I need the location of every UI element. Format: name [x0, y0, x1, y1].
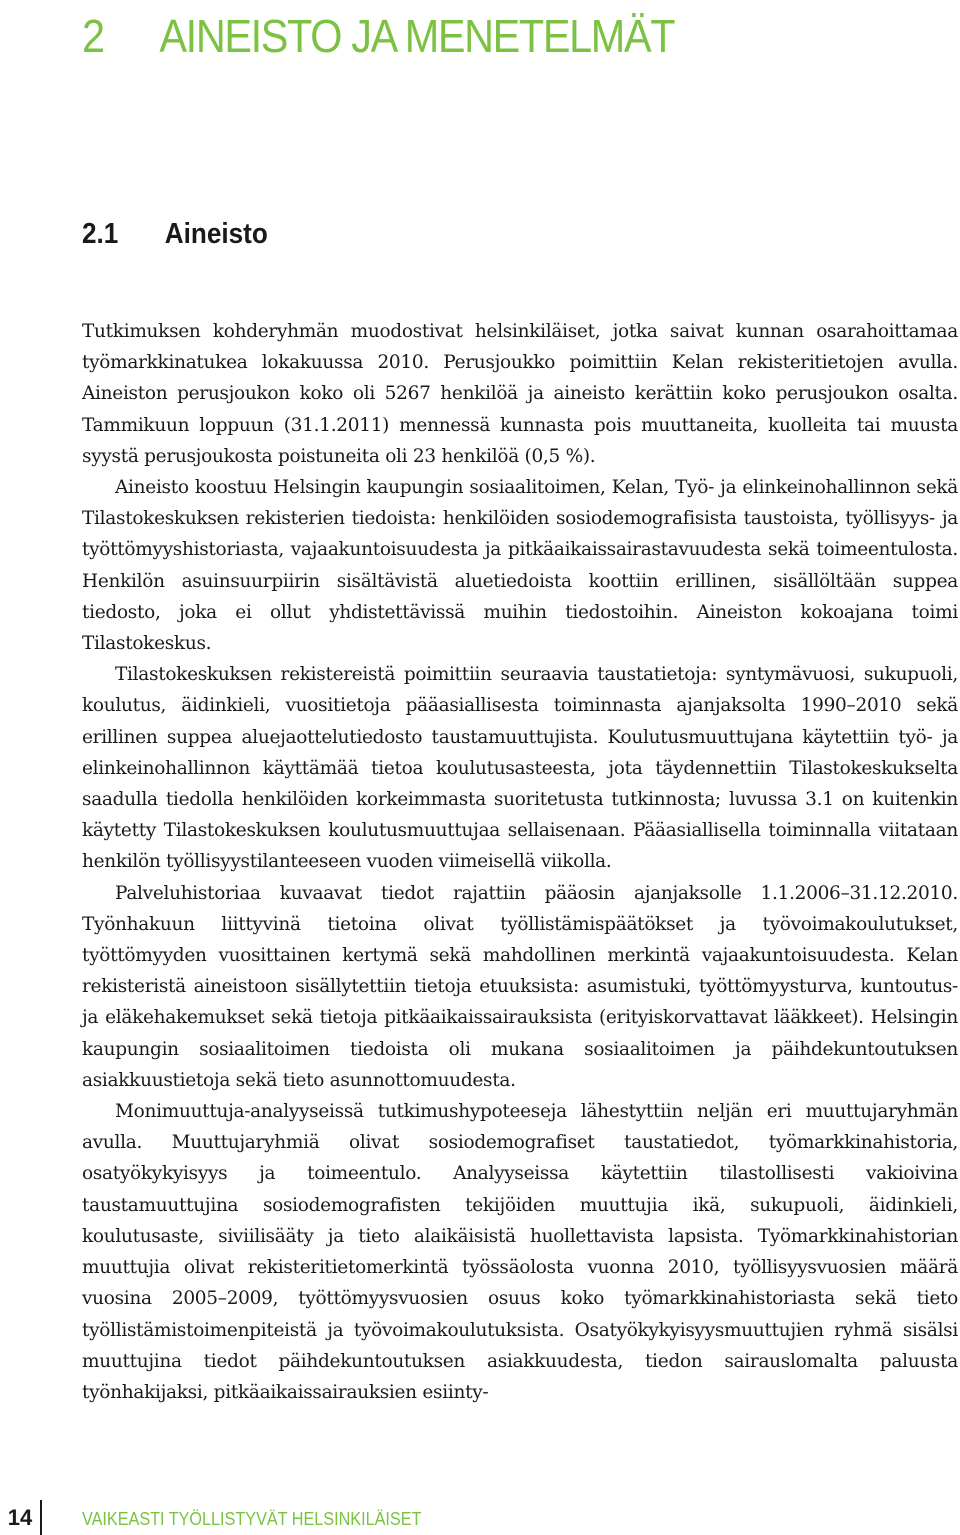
paragraph: Monimuuttuja-analyyseissä tutkimushypoteeseja lähestyttiin neljän eri muuttujaryhmän avulla. Muuttujaryhmiä olivat sosiodemografiset taustatiedot, työmarkkinahistoria, osatyökykyisyys ja toimeentulo. Analyyseissa käytettiin tilastollisesti vakioivina taustamuuttujina sosiodemografisten tekijöiden muuttujia ikä, sukupuoli, äidinkieli, koulutusaste, siviilisääty ja tieto alaikäisistä huollettavista lapsista. Työmarkkinahistorian muuttujia olivat rekisteritietomerkintä työssäolosta vuonna 2010, työllisyysvuosien määrä vuosina 2005–2009, työttömyysvuosien osuus koko työmarkkinahistoriasta sekä tieto työllistämistoimenpiteistä ja työvoimakoulutuksista. Osatyökykyisyysmuuttujien ryhmä sisälsi muuttujina tiedot päihdekuntoutuksen asiakkuudesta, tiedon sairauslomalta paluusta työnhakijaksi, pitkäaikaissairauksien esiinty-: [82, 1101, 958, 1403]
chapter-title: [82, 6, 674, 66]
body-text: [82, 316, 958, 1408]
paragraph: Palveluhistoriaa kuvaavat tiedot rajattiin pääosin ajanjaksolle 1.1.2006–31.12.2010. Työnhakuun liittyvinä tietoina olivat työllistämispäätökset ja työvoimakoulutukset, työttömyyden vuosittainen kertymä sekä mahdollinen merkintä vajaakuntoisuudesta. Kelan rekisteristä aineistoon sisällytettiin tietoja etuuksista: asumistuki, työttömyysturva, kuntoutus- ja eläkehakemukset sekä tietoja pitkäaikaissairauksista (erityiskorvattavat lääkkeet). Helsingin kaupungin sosiaalitoimen tiedoista oli mukana sosiaalitoimen ja päihdekuntoutuksen asiakkuustietoja sekä tieto asunnottomuudesta.: [82, 882, 958, 1091]
page-number: 14: [7, 1505, 33, 1530]
footer-divider: [40, 1500, 42, 1535]
chapter-title-text: AINEISTO JA MENETELMÄT: [159, 10, 675, 62]
section-title-text: Aineisto: [164, 218, 268, 250]
paragraph: Tilastokeskuksen rekistereistä poimittiin seuraavia taustatietoja: syntymävuosi, sukupuoli, koulutus, äidinkieli, vuositietoja pääasiallisesta toiminnasta ajanjaksolta 1990–2010 sekä erillinen suppea aluejaottelutiedosto taustamuuttujista. Koulutusmuuttujana käytettiin työ- ja elinkeinohallinnon käyttämää tietoa koulutusasteesta, jota täydennettiin Tilastokeskukselta saadulla tiedolla henkilöiden korkeimmasta suoritetusta tutkinnosta; luvussa 3.1 on kuitenkin käytetty Tilastokeskuksen koulutusmuuttujaa sellaisenaan. Pääasiallisella toiminnalla viitataan henkilön työllisyystilanteeseen vuoden viimeisellä viikolla.: [82, 664, 958, 873]
paragraph: Tutkimuksen kohderyhmän muodostivat helsinkiläiset, jotka saivat kunnan osarahoittamaa työmarkkinatukea lokakuussa 2010. Perusjoukko poimittiin Kelan rekisteritietojen avulla. Aineiston perusjoukon koko oli 5267 henkilöä ja aineisto kerättiin koko perusjoukon osalta. Tammikuun loppuun (31.1.2011) mennessä kunnasta pois muuttaneita, kuolleita tai muusta syystä perusjoukosta poistuneita oli 23 henkilöä (0,5 %).: [82, 321, 958, 467]
chapter-number: 2: [82, 10, 104, 62]
paragraph: Aineisto koostuu Helsingin kaupungin sosiaalitoimen, Kelan, Työ- ja elinkeinohallinnon sekä Tilastokeskuksen rekisterien tiedoista: henkilöiden sosiodemografisista taustoista, työllisyys- ja työttömyyshistoriasta, vajaakuntoisuudesta ja pitkäaikaissairastavuudesta sekä toimeentulosta. Henkilön asuinsuurpiirin sisältävistä aluetiedoista koottiin erillinen, sisällöltään suppea tiedosto, joka ei ollut yhdistettävissä muihin tiedostoihin. Aineiston kokoajana toimi Tilastokeskus.: [82, 477, 958, 655]
section-number: 2.1: [82, 218, 119, 250]
section-title: [82, 214, 268, 254]
running-footer: VAIKEASTI TYÖLLISTYVÄT HELSINKILÄISET: [82, 1509, 422, 1529]
